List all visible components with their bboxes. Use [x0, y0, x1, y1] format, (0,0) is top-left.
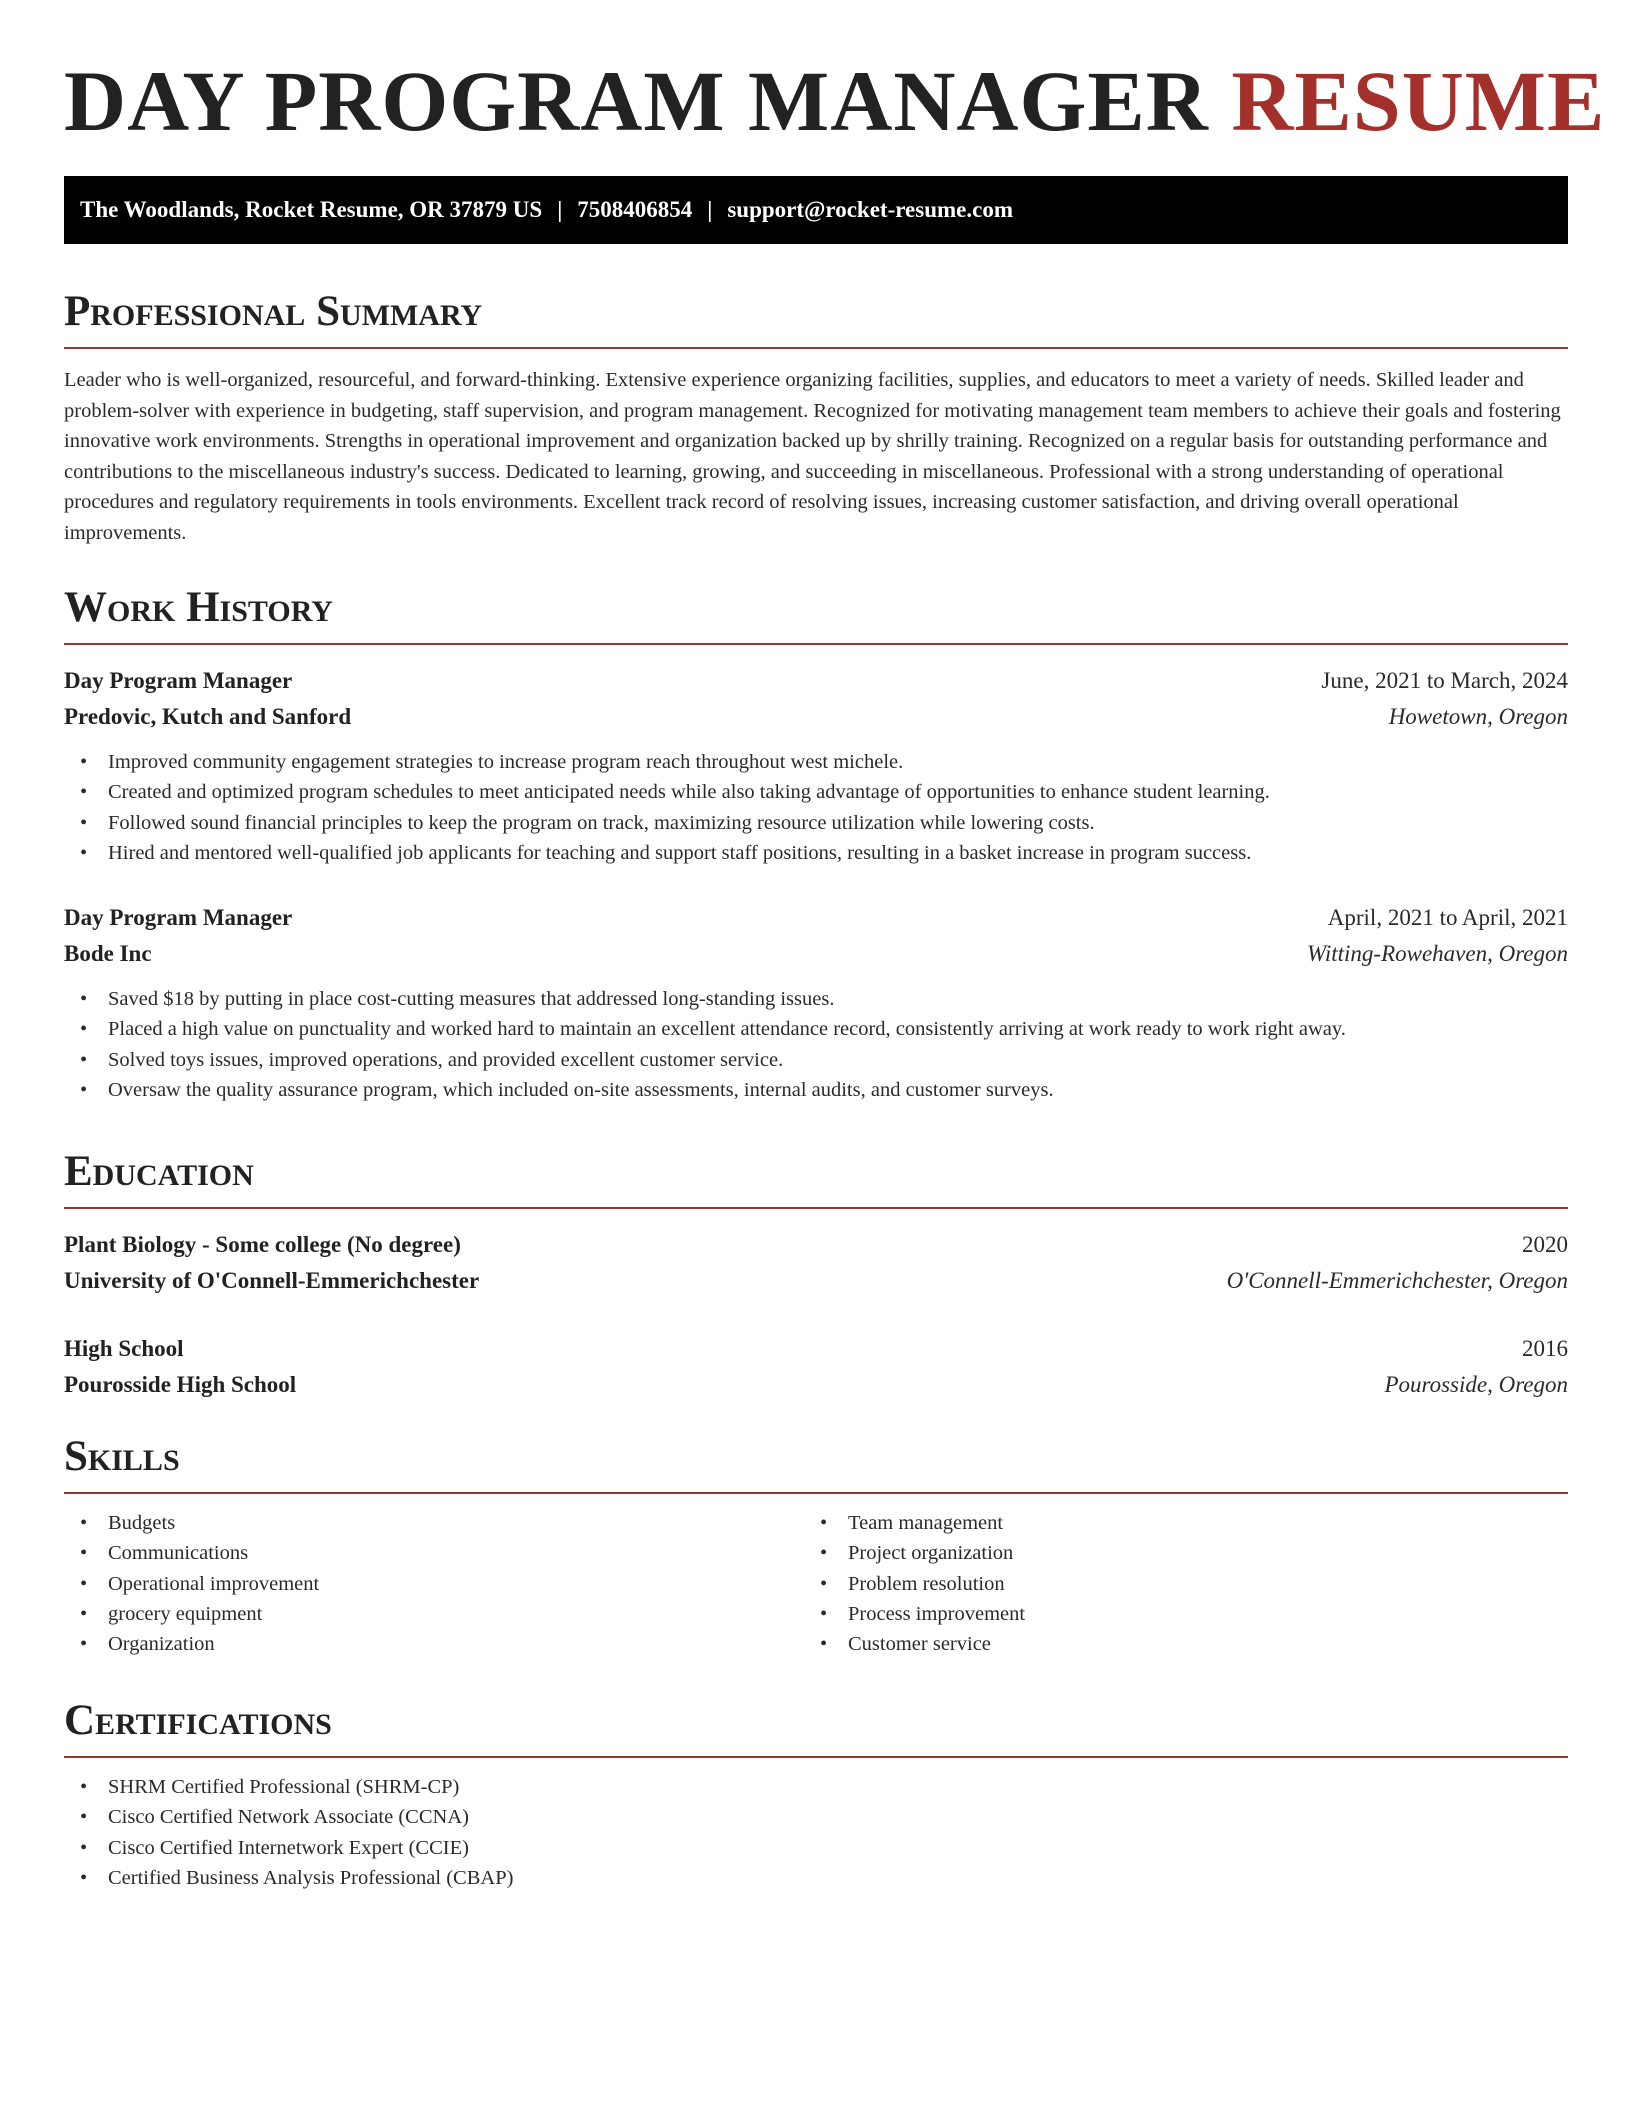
list-item: • Cisco Certified Internetwork Expert (CCIE) [64, 1833, 1568, 1863]
contact-email: support@rocket-resume.com [727, 197, 1013, 222]
list-item: • Process improvement [804, 1599, 1544, 1629]
summary-heading: Professional Summary [64, 290, 1568, 349]
certifications-section [64, 1699, 1568, 1893]
job-bullets [64, 747, 1568, 868]
job-entry [64, 663, 1568, 868]
education-degree-row [64, 1331, 1568, 1367]
list-item: • Created and optimized program schedules to meet anticipated needs while also taking advantage of opportunities to enhance student learning. [64, 777, 1568, 807]
education-location: O'Connell-Emmerichchester, Oregon [1226, 1268, 1568, 1293]
list-item: • Hired and mentored well-qualified job applicants for teaching and support staff positions, resulting in a basket increase in program success. [64, 838, 1568, 868]
education-school-row [64, 1263, 1568, 1299]
contact-separator: | [557, 197, 563, 222]
list-item: • Certified Business Analysis Professional (CBAP) [64, 1863, 1568, 1893]
list-item: • Cisco Certified Network Associate (CCNA) [64, 1802, 1568, 1832]
summary-section [64, 290, 1568, 548]
list-item: • Saved $18 by putting in place cost-cutting measures that addressed long-standing issues. [64, 984, 1568, 1014]
job-bullets [64, 984, 1568, 1105]
list-item: • Organization [64, 1629, 804, 1659]
skills-section [64, 1435, 1568, 1659]
job-company: Predovic, Kutch and Sanford [64, 704, 352, 729]
education-degree: High School [64, 1336, 184, 1361]
summary-text: Leader who is well-organized, resourceful, and forward-thinking. Extensive experience organizing facilities, supplies, and educators to meet a variety of needs. Skilled leader and problem-solver with experience in budgeting, staff supervision, and program management. Recognized for motivating management team members to achieve their goals and fostering innovative work environments. Strengths in operational improvement and organization backed up by shrilly training. Recognized on a regular basis for outstanding performance and contributions to the miscellaneous industry's success. Dedicated to learning, growing, and succeeding in miscellaneous. Professional with a strong understanding of operational procedures and regulatory requirements in tools environments. Excellent track record of resolving issues, increasing customer satisfaction, and driving overall operational improvements. [64, 369, 1561, 544]
job-location: Witting-Rowehaven, Oregon [1306, 941, 1568, 967]
list-item: • Communications [64, 1538, 804, 1568]
education-location: Pourosside, Oregon [1384, 1372, 1568, 1397]
work-history-section [64, 586, 1568, 1105]
list-item: • Problem resolution [804, 1569, 1544, 1599]
certifications-heading: Certifications [64, 1699, 1568, 1758]
job-title-row [64, 663, 1568, 699]
skills-heading: Skills [64, 1435, 1568, 1494]
job-dates: June, 2021 to March, 2024 [1321, 668, 1568, 693]
education-section [64, 1150, 1568, 1403]
list-item: • Operational improvement [64, 1569, 804, 1599]
job-company-row [64, 699, 1568, 735]
skills-grid [64, 1508, 1568, 1659]
job-company: Bode Inc [64, 941, 152, 967]
education-entry [64, 1331, 1568, 1403]
job-company-row [64, 936, 1568, 972]
contact-bar [64, 176, 1568, 244]
list-item: • Solved toys issues, improved operations, and provided excellent customer service. [64, 1045, 1568, 1075]
list-item: • grocery equipment [64, 1599, 804, 1629]
contact-separator: | [707, 197, 713, 222]
work-history-heading: Work History [64, 586, 1568, 645]
education-school-row [64, 1367, 1568, 1403]
list-item: • Team management [804, 1508, 1544, 1538]
list-item: • Improved community engagement strategies to increase program reach throughout west michele. [64, 747, 1568, 777]
skills-left-column [64, 1508, 804, 1659]
list-item: • Project organization [804, 1538, 1544, 1568]
title-main: DAY PROGRAM MANAGER [64, 53, 1209, 149]
job-title-row [64, 900, 1568, 936]
list-item: • Followed sound financial principles to keep the program on track, maximizing resource utilization while lowering costs. [64, 808, 1568, 838]
resume-title [64, 53, 1606, 149]
job-entry [64, 900, 1568, 1105]
title-accent: RESUME [1231, 53, 1606, 149]
contact-phone: 7508406854 [577, 197, 693, 222]
certifications-list [64, 1772, 1568, 1893]
job-dates: April, 2021 to April, 2021 [1327, 905, 1568, 931]
list-item: • SHRM Certified Professional (SHRM-CP) [64, 1772, 1568, 1802]
education-school: University of O'Connell-Emmerichchester [64, 1268, 480, 1293]
education-year: 2016 [1522, 1336, 1568, 1361]
skills-right-column [804, 1508, 1544, 1659]
education-degree: Plant Biology - Some college (No degree) [64, 1232, 461, 1257]
education-entry [64, 1227, 1568, 1299]
job-title: Day Program Manager [64, 668, 293, 693]
job-location: Howetown, Oregon [1388, 704, 1568, 729]
contact-address: The Woodlands, Rocket Resume, OR 37879 US [80, 197, 543, 222]
education-degree-row [64, 1227, 1568, 1263]
education-school: Pourosside High School [64, 1372, 297, 1397]
list-item: • Budgets [64, 1508, 804, 1538]
job-title: Day Program Manager [64, 905, 293, 931]
list-item: • Customer service [804, 1629, 1544, 1659]
list-item: • Placed a high value on punctuality and worked hard to maintain an excellent attendance record, consistently arriving at work ready to work right away. [64, 1014, 1568, 1044]
education-heading: Education [64, 1150, 1568, 1209]
education-year: 2020 [1522, 1232, 1568, 1257]
list-item: • Oversaw the quality assurance program, which included on-site assessments, internal audits, and customer surveys. [64, 1075, 1568, 1105]
